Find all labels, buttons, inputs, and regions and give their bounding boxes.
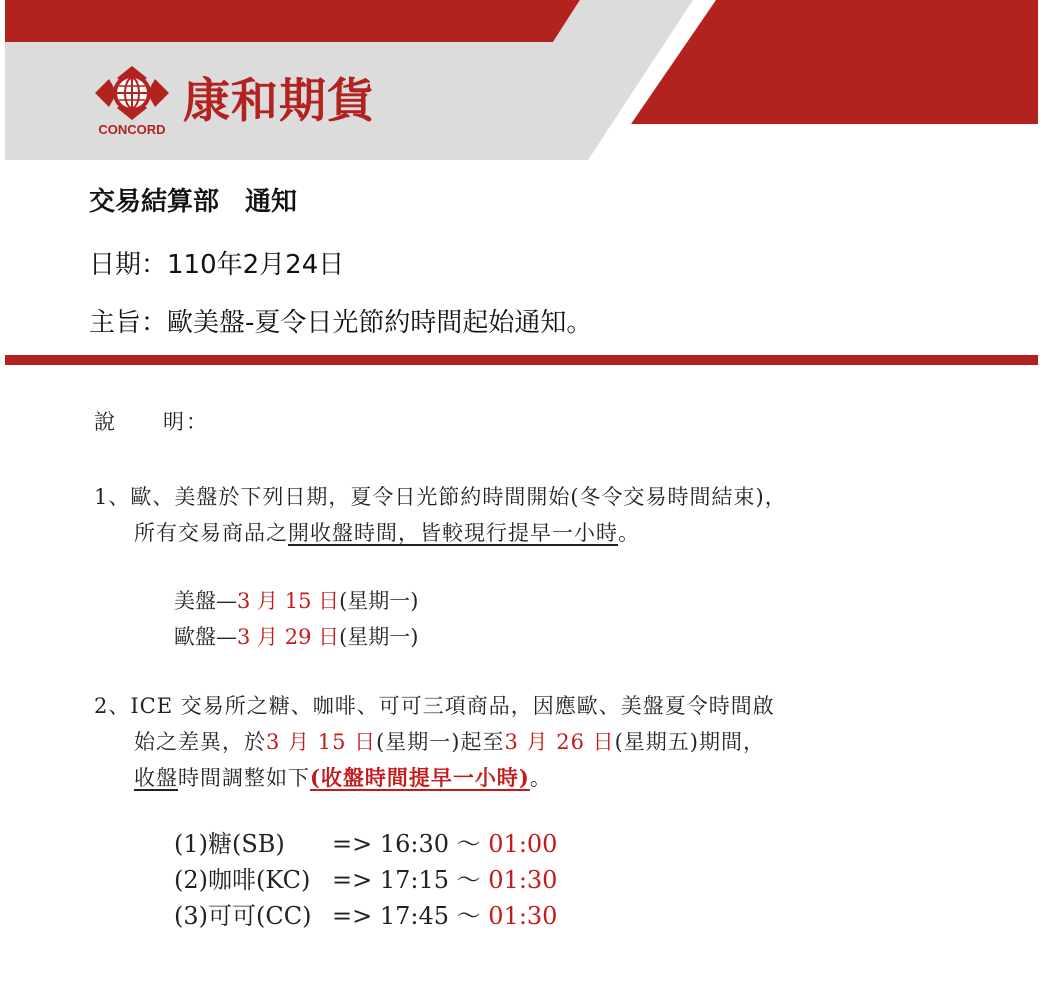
department-title: 交易結算部 通知 xyxy=(89,187,298,217)
row-close-time: 01:30 xyxy=(488,902,558,930)
header-banner xyxy=(5,0,1038,160)
row-close-time: 01:00 xyxy=(488,830,558,858)
item2-date-start: 3 月 15 日 xyxy=(266,730,377,754)
item2-close-underlined: 收盤 xyxy=(134,766,178,790)
row-open-time: => 17:15 ～ xyxy=(332,866,481,894)
schedule-row-sugar xyxy=(174,826,557,862)
item1-line2 xyxy=(134,515,640,551)
globe-logo-icon xyxy=(89,64,175,122)
item1-line2-underlined: 開收盤時間，皆較現行提早一小時 xyxy=(288,521,618,545)
item2-line3-mid: 時間調整如下 xyxy=(178,766,310,790)
item2-date-end: 3 月 26 日 xyxy=(504,730,615,754)
item1-line1: 1、歐、美盤於下列日期，夏令日光節約時間開始(冬令交易時間結束)， xyxy=(94,485,787,509)
item1-line2-suffix: 。 xyxy=(618,521,640,545)
item2-line3-end: 。 xyxy=(529,766,552,790)
us-label: 美盤— xyxy=(174,589,237,613)
row-open-time: => 16:30 ～ xyxy=(332,830,481,858)
eu-weekday: (星期一) xyxy=(339,625,419,649)
us-market-date xyxy=(174,583,419,619)
notice-date: 日期：110年2月24日 xyxy=(89,250,345,280)
logo-english-name: CONCORD xyxy=(98,122,166,137)
schedule-row-cocoa xyxy=(174,898,557,934)
item2-line2-b: (星期一)起至 xyxy=(376,730,505,754)
logo-chinese-name: 康和期貨 xyxy=(183,74,375,129)
notice-subject: 主旨：歐美盤-夏令日光節約時間起始通知。 xyxy=(89,308,593,338)
item2-line3 xyxy=(134,760,552,796)
item2-line2 xyxy=(134,724,765,760)
item2-line2-c: (星期五)期間， xyxy=(614,730,765,754)
explanation-label: 說 明： xyxy=(94,410,209,434)
us-weekday: (星期一) xyxy=(339,589,419,613)
us-date: 3 月 15 日 xyxy=(237,589,340,613)
eu-label: 歐盤— xyxy=(174,625,237,649)
item1-line2-prefix: 所有交易商品之 xyxy=(134,521,288,545)
row-open-time: => 17:45 ～ xyxy=(332,902,481,930)
schedule-row-coffee xyxy=(174,862,557,898)
row-label: (3)可可(CC) xyxy=(174,902,312,930)
row-close-time: 01:30 xyxy=(488,866,558,894)
item2-line2-a: 始之差異，於 xyxy=(134,730,266,754)
row-label: (1)糖(SB) xyxy=(174,830,285,858)
eu-market-date xyxy=(174,619,419,655)
item2-line3-red: (收盤時間提早一小時) xyxy=(310,765,530,790)
row-label: (2)咖啡(KC) xyxy=(174,866,311,894)
item2-line1: 2、ICE 交易所之糖、咖啡、可可三項商品，因應歐、美盤夏令時間啟 xyxy=(94,694,775,718)
eu-date: 3 月 29 日 xyxy=(237,625,340,649)
red-divider xyxy=(5,355,1038,365)
concord-logo xyxy=(89,64,175,138)
